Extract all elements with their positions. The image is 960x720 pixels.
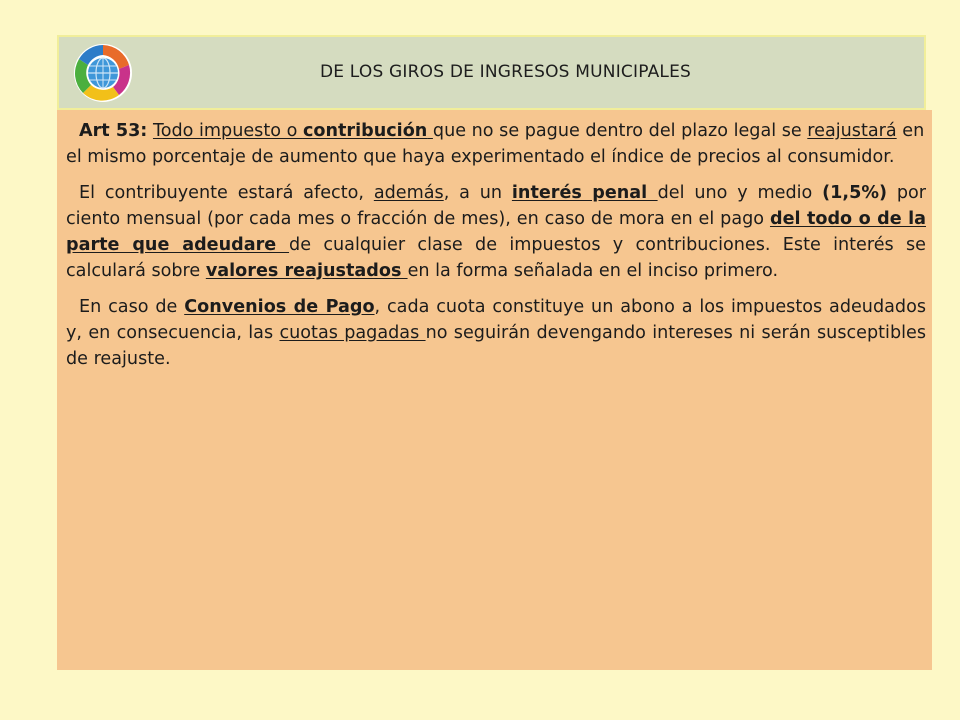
underlined-text: además: [373, 183, 444, 203]
underlined-bold-text: Convenios de Pago: [184, 297, 375, 317]
underlined-text: cuotas pagadas: [279, 323, 426, 343]
bold-text: (1,5%): [822, 183, 887, 203]
article-body: [57, 110, 932, 670]
header-bar: [57, 35, 926, 110]
underlined-bold-text: interés penal: [511, 183, 658, 203]
paragraph-2: El contribuyente estará afecto, además, a un interés penal del uno y medio (1,5%) por ciento mensual (por cada mes o fracción de mes), en caso de mora en el pago del todo o de la parte que adeudare de cualquier clase de impuestos y contribuciones. Este interés se calculará sobre valores reajustados en la forma señalada en el inciso primero.: [66, 183, 927, 281]
underlined-bold-text: contribución: [302, 121, 428, 141]
article-label: Art 53:: [79, 121, 148, 141]
paragraph-1: Art 53: Todo impuesto o contribución que no se pague dentro del plazo legal se reajustará en el mismo porcentaje de aumento que haya experimentado el índice de precios al consumidor.: [66, 121, 925, 167]
page-title: DE LOS GIROS DE INGRESOS MUNICIPALES: [319, 62, 692, 82]
underlined-text: Todo impuesto o: [152, 121, 303, 141]
underlined-bold-text: valores reajustados: [205, 261, 408, 281]
underlined-bold-text: del todo o de la parte que adeudare: [66, 209, 926, 255]
underlined-text: reajustará: [807, 121, 897, 141]
paragraph-3: En caso de Convenios de Pago, cada cuota constituye un abono a los impuestos adeudados y, en consecuencia, las cuotas pagadas no seguirán devengando intereses ni serán susceptibles de reajuste.: [66, 297, 927, 369]
